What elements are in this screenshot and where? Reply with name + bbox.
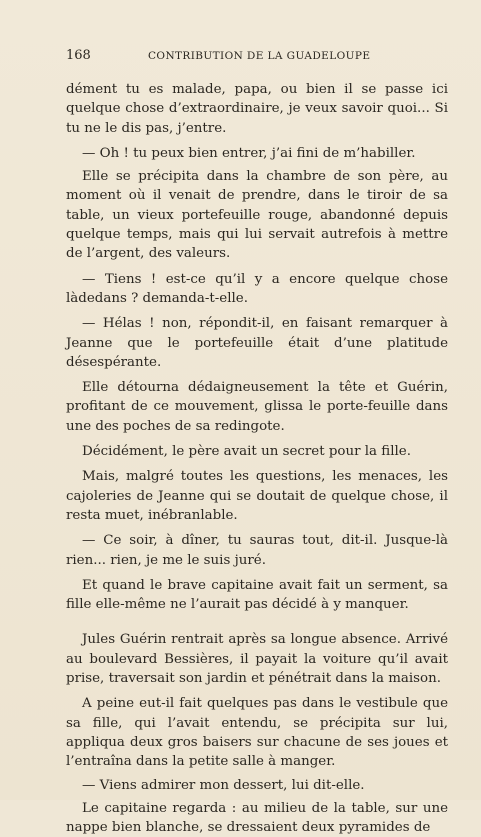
paragraph: Et quand le brave capitaine avait fait un serment, sa fille elle-même ne l’aurait pas décidé à y manquer. — [66, 577, 448, 613]
paragraph: — Oh ! tu peux bien entrer, j’ai fini de m’habiller. — [82, 145, 416, 161]
page-number: 168 — [66, 48, 91, 63]
paragraph: dément tu es malade, papa, ou bien il se passe ici quelque chose d’extraordinaire, je veux savoir quoi... Si tu ne le dis pas, j’entre. — [66, 82, 448, 136]
paragraph: — Tiens ! est-ce qu’il y a encore quelque chose làdedans ? demanda-t-elle. — [66, 271, 448, 306]
paragraph: — Hélas ! non, répondit-il, en faisant remarquer à Jeanne que le portefeuille était d’une platitude désespérante. — [66, 316, 448, 370]
paragraph: — Viens admirer mon dessert, lui dit-elle. — [82, 777, 365, 793]
paragraph: Jules Guérin rentrait après sa longue absence. Arrivé au boulevard Bessières, il payait la voiture qu’il avait prise, traversait son jardin et pénétrait dans la maison. — [66, 632, 448, 687]
running-title: CONTRIBUTION DE LA GUADELOUPE — [148, 50, 371, 62]
paragraph: Mais, malgré toutes les questions, les menaces, les cajoleries de Jeanne qui se doutait de quelque chose, il resta muet, inébranlable. — [66, 469, 448, 523]
paragraph: Elle se précipita dans la chambre de son père, au moment où il venait de prendre, dans le tiroir de sa table, un vieux portefeuille rouge, abandonné depuis quelque temps, mais qui lui servait autrefois à mettre de l’argent, des valeurs. — [66, 169, 448, 262]
paragraph: Elle détourna dédaigneusement la tête et Guérin, profitant de ce mouvement, glissa le porte-feuille dans une des poches de sa redingote. — [66, 380, 448, 434]
paragraph: Décidément, le père avait un secret pour la fille. — [82, 444, 411, 460]
page-header — [66, 48, 448, 66]
page-body — [66, 80, 448, 837]
paragraph: — Ce soir, à dîner, tu sauras tout, dit-il. Jusque-là rien... rien, je me le suis juré. — [66, 533, 448, 568]
paragraph: A peine eut-il fait quelques pas dans le vestibule que sa fille, qui l’avait entendu, se précipita sur lui, appliqua deux gros baisers sur chacune de ses joues et l’entraîna dans la petite salle à manger. — [66, 696, 448, 770]
paragraph: Le capitaine regarda : au milieu de la table, sur une nappe bien blanche, se dressaient deux pyramides de — [66, 800, 448, 836]
